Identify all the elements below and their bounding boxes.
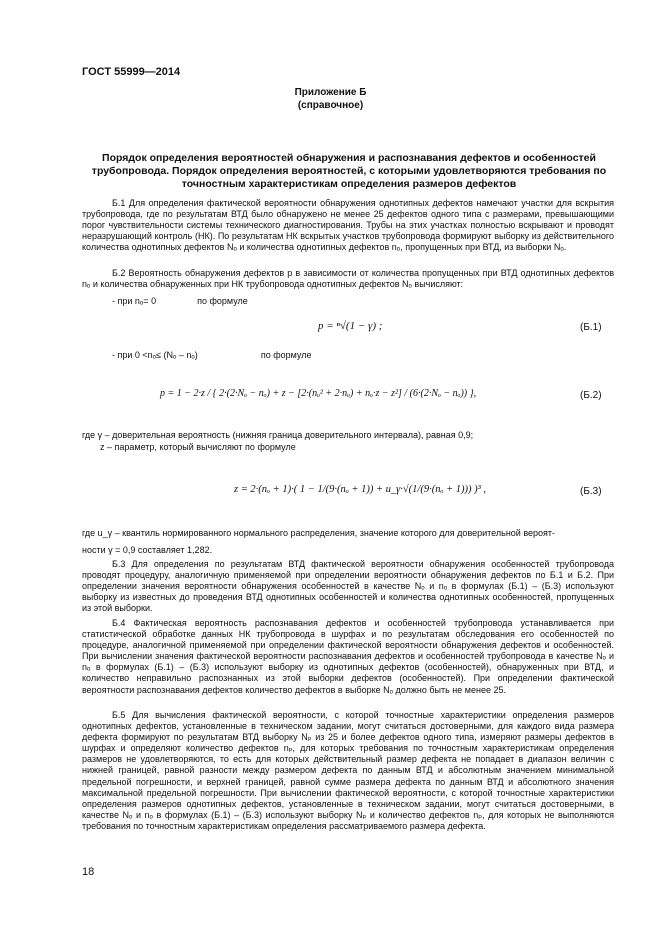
paragraph-b1-text: Б.1 Для определения фактической вероятности обнаружения однотипных дефектов намечают участки для вскрытия трубопровода, где по результатам ВТД было обнаружено не менее 25 дефектов одного типа с размерами, превышающими порог чувствительности системы технического диагностирования. Трубы на этих участках полностью вскрывают и проводят неразрушающий контроль (НК). По результатам НК вскрытых участков трубопровода формируют выборку из действительного количества однотипных дефектов Nₒ и количества однотипных дефектов nₒ, пропущенных при ВТД, из выборки Nₒ. (82, 198, 614, 253)
section-title: Порядок определения вероятностей обнаружения и распознавания дефектов и особенностей трубопровода. Порядок определения вероятностей, с которыми удовлетворяются требования по точностным характеристикам определения размеров дефектов (91, 152, 607, 190)
paragraph-b4 (82, 618, 614, 696)
paragraph-b3 (82, 559, 614, 614)
formula-b3-number: (Б.3) (580, 486, 602, 497)
definition-u-line1: где u_γ – квантиль нормированного нормального распределения, значение которого для доверительной вероят- (82, 528, 556, 538)
formula-b1: p = ⁿ√(1 − γ) ; (318, 320, 383, 332)
page-number: 18 (82, 866, 95, 878)
definition-gamma: где γ – доверительная вероятность (нижняя граница доверительного интервала), равная 0,9; (82, 430, 474, 440)
paragraph-b4-text: Б.4 Фактическая вероятность распознавания дефектов и особенностей трубопровода устанавливается при статистической обработке данных НК трубопровода в шурфах и по результатам обследования его особенностей по процедуре, аналогичной применяемой при определении фактической вероятности обнаружения дефектов и особенностей. При вычислении значения фактической вероятности распознавания дефектов и особенностей трубопровода в качестве Nₒ и nₒ в формулах (Б.1) – (Б.3) используют выборку из однотипных дефектов (особенностей), обнаруженных при ВТД, и количество неправильно распознанных из этой выборки дефектов (особенностей). При определении фактической вероятности распознавания дефектов количество дефектов в выборке Nₒ должно быть не менее 25. (82, 618, 614, 695)
condition-1-prefix: - при nₒ= 0 (112, 296, 157, 306)
condition-2 (112, 350, 312, 361)
formula-b3: z = 2·(nₒ + 1)·( 1 − 1/(9·(nₒ + 1)) + u_γ·√(1/(9·(nₒ + 1))) )³ , (234, 484, 487, 495)
condition-2-prefix: - при 0 <nₒ≤ (Nₒ – nₒ) (112, 350, 198, 360)
definition-u-line2: ности γ = 0,9 составляет 1,282. (82, 545, 213, 555)
annex-heading (0, 86, 661, 112)
condition-1 (112, 296, 248, 307)
definition-z: z – параметр, который вычисляют по формуле (100, 442, 296, 452)
annex-subtitle: (справочное) (297, 100, 364, 111)
formula-b2-number: (Б.2) (580, 390, 602, 401)
paragraph-b2-text: Б.2 Вероятность обнаружения дефектов p в зависимости от количества пропущенных при ВТД однотипных дефектов nₒ и количества обнаруженных при НК трубопровода однотипных дефектов Nₒ вычисляют: (82, 268, 614, 290)
formula-b2: p = 1 − 2·z / { 2·(2·Nₒ − nₒ) + z − [2·(nₒ² + 2·nₒ) + nₒ·z − z²] / (6·(2·Nₒ − nₒ)) }, (160, 388, 477, 399)
paragraph-b3-text: Б.3 Для определения по результатам ВТД фактической вероятности обнаружения особенностей трубопровода проводят процедуру, аналогичную применяемой при определении вероятности обнаружения дефектов по Б.1 и Б.2. При определении значения вероятности обнаружения особенностей в качестве Nₒ и nₒ в формулах (Б.1) – (Б.3) используют выборку из известных до проведения ВТД однотипных особенностей и количества однотипных особенностей, пропущенных из этой выборки. (82, 559, 614, 614)
paragraph-b2 (82, 268, 614, 290)
paragraph-b5-text: Б.5 Для вычисления фактической вероятности, с которой точностные характеристики определения размеров однотипных дефектов, установленные в техническом задании, могут считаться достоверными, для каждого вида размера дефекта формируют по результатам ВТД выборку Nₚ из 25 и более дефектов одного типа, измеряют размеры дефектов в шурфах и определяют количество дефектов nₚ, для которых требования по точностным характеристикам определения размеров не удовлетворяются, то есть для которых действительный размер дефекта не попадает в диапазон величин с нижней границей, равной разности между размером дефекта по данным ВТД и абсолютным значением минимальной предельной погрешности, и верхней границей, равной сумме размера дефекта по данным ВТД и абсолютного значения максимальной предельной погрешности. При вычислении фактической вероятности, с которой точностные характеристики определения размеров однотипных дефектов, установленные в техническом задании, могут считаться достоверными, в качестве Nₒ и nₒ в формулах (Б.1) – (Б.3) используют выборку Nₚ и количество дефектов nₚ, для которых не выполняются требования по точностным характеристикам определения рассматриваемого размера дефекта. (82, 710, 614, 831)
formula-b1-number: (Б.1) (580, 322, 602, 333)
condition-1-suffix: по формуле (197, 296, 248, 306)
annex-title: Приложение Б (294, 87, 367, 98)
paragraph-b1 (82, 198, 614, 253)
condition-2-suffix: по формуле (260, 350, 312, 360)
document-code: ГОСТ 55999—2014 (82, 66, 181, 78)
paragraph-b5 (82, 710, 614, 832)
